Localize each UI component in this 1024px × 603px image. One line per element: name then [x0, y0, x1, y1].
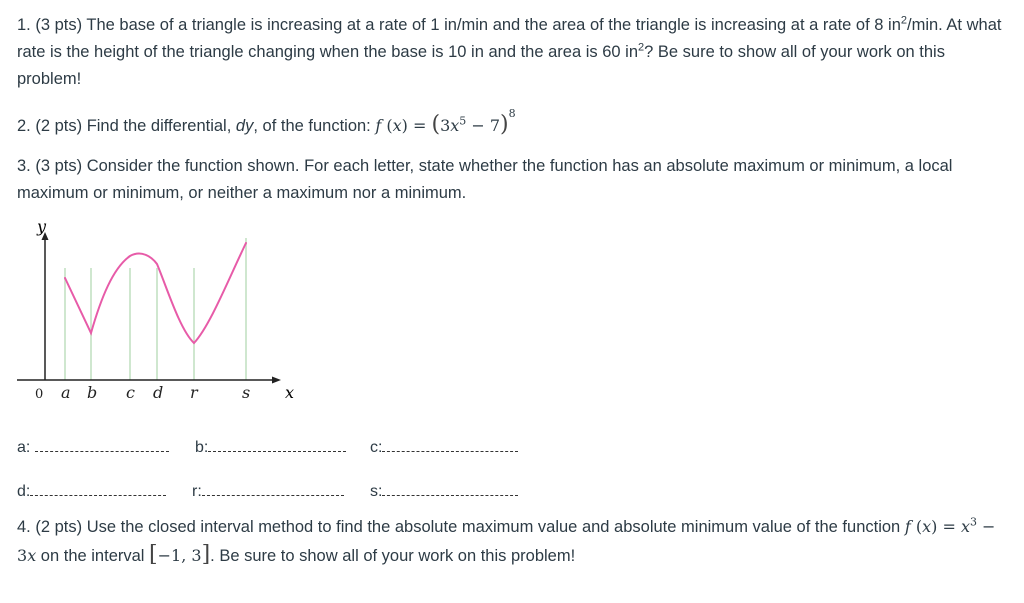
answer-b-blank[interactable] — [208, 437, 346, 452]
answer-r-label: r: — [192, 483, 202, 500]
answer-s — [370, 481, 518, 501]
q2-eq: = — [407, 116, 432, 135]
function-curve — [65, 243, 246, 343]
q2-outer-exp: 8 — [508, 107, 516, 120]
answer-c-blank[interactable] — [382, 437, 518, 452]
y-axis-label: y — [37, 218, 47, 236]
grid-lines — [65, 238, 246, 380]
q4-rp: ) — [931, 517, 938, 536]
q2-x: x — [392, 116, 402, 135]
question-4 — [17, 513, 1007, 570]
answer-r-blank[interactable] — [202, 481, 344, 496]
q2-dy: dy — [235, 117, 254, 135]
q4-open-bracket: [ — [149, 542, 158, 567]
q4-text-b: on the interval — [36, 547, 150, 565]
answer-d-label: d: — [17, 483, 31, 500]
answer-r — [192, 481, 344, 501]
tick-label-s: s — [242, 383, 251, 402]
q4-close-bracket: ] — [201, 542, 211, 567]
answer-d — [17, 481, 166, 501]
x-axis-label: x — [285, 383, 295, 402]
q4-term1: x — [960, 517, 970, 536]
q4-exp1: 3 — [969, 515, 977, 529]
q1-text-a: 1. (3 pts) The base of a triangle is increasing at a rate of 1 in/min and the area of the triangle is increasing at a rate of 8 in — [17, 16, 901, 34]
q2-lp: ( — [386, 116, 393, 135]
q2-f: f — [375, 116, 382, 135]
q1-sup-a: 2 — [900, 14, 907, 27]
q1-sup-b: 2 — [638, 41, 645, 54]
q2-inner-exp: 5 — [459, 114, 467, 128]
answer-c — [370, 437, 518, 457]
answer-c-label: c: — [370, 439, 383, 456]
tick-label-d: d — [153, 383, 164, 402]
question-3: 3. (3 pts) Consider the function shown. For each letter, state whether the function has an absolute maximum or minimum, a local maximum or minimum, or neither a maximum nor a minimum. — [17, 157, 953, 202]
answer-a-blank[interactable] — [35, 437, 169, 452]
question-1 — [17, 12, 1007, 93]
q4-lp: ( — [915, 517, 923, 536]
origin-label: 0 — [35, 387, 44, 402]
q4-eq: = — [937, 517, 961, 536]
q4-f: f — [904, 517, 911, 536]
q4-text-c: . Be sure to show all of your work on this problem! — [210, 547, 576, 565]
q2-rp: ) — [401, 116, 408, 135]
q2-text: 2. (2 pts) Find the differential, — [17, 117, 236, 135]
answer-d-blank[interactable] — [30, 481, 166, 496]
x-axis-arrow — [272, 377, 281, 384]
q4-term2x: x — [27, 546, 37, 565]
q2-function — [375, 107, 516, 137]
answer-a — [17, 437, 169, 457]
q2-inner-rest: − 7 — [466, 116, 501, 135]
question-2 — [17, 107, 1007, 140]
q2-inner-x: x — [450, 116, 460, 135]
q4-text-a: 4. (2 pts) Use the closed interval method to find the absolute maximum value and absolute minimum value of the function — [17, 518, 905, 536]
q1-text-b: /min. At what rate is the height of the triangle changing when the base is 10 in and the area is 60 in — [17, 16, 1002, 61]
q4-x: x — [922, 517, 932, 536]
q2-inner-coef: 3 — [440, 116, 451, 135]
q2-close-paren: ) — [500, 112, 509, 137]
q2-open-paren: ( — [431, 112, 441, 137]
answer-a-label: a: — [17, 439, 31, 456]
answer-b-label: b: — [195, 439, 209, 456]
q4-interval — [149, 542, 211, 567]
tick-label-b: b — [87, 383, 98, 402]
function-graph — [17, 218, 297, 408]
q4-interval-values: −1, 3 — [157, 546, 202, 565]
tick-label-a: a — [61, 383, 71, 402]
answer-s-blank[interactable] — [382, 481, 518, 496]
q1-text-c: ? Be sure to show all of your work on this problem! — [17, 43, 945, 88]
answer-b — [195, 437, 346, 457]
q2-text-b: , of the function: — [253, 117, 376, 135]
q4-term2: − 3 — [17, 517, 996, 565]
answer-s-label: s: — [370, 483, 383, 500]
tick-label-r: r — [190, 383, 198, 402]
tick-label-c: c — [126, 383, 135, 402]
